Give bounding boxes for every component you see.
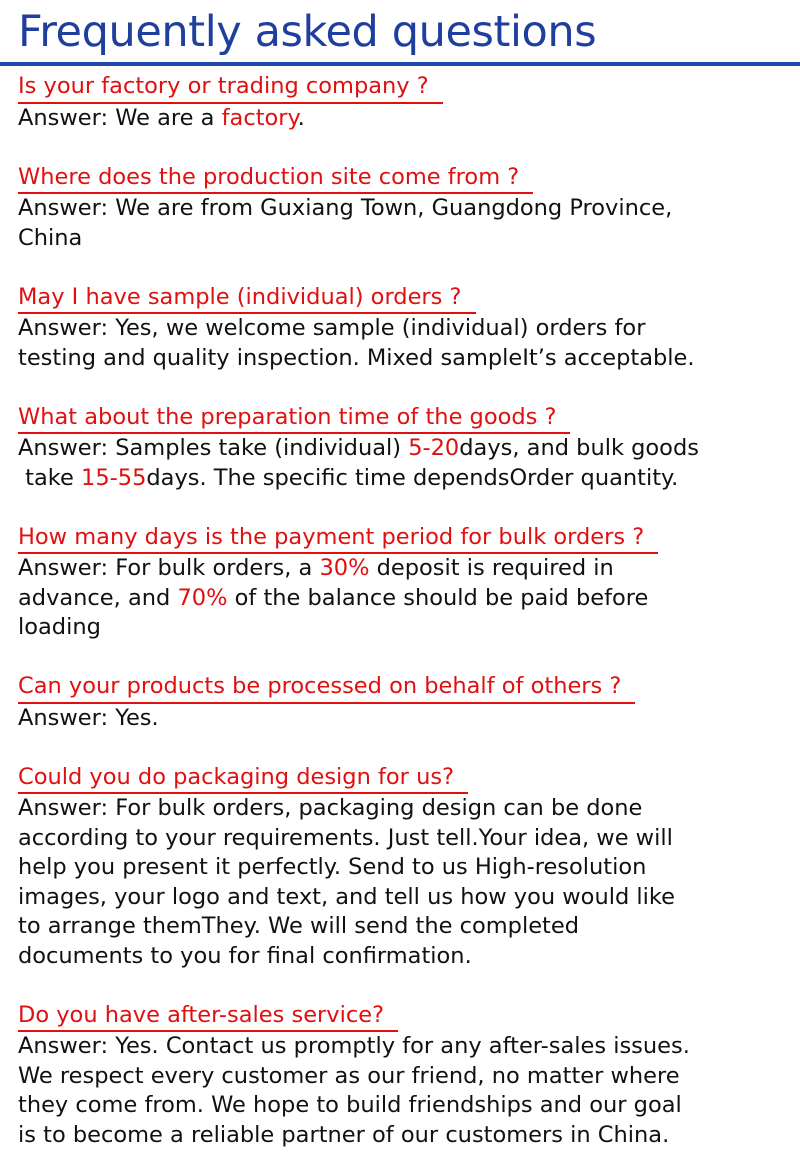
answer-highlight: 15-55 xyxy=(81,464,147,491)
faq-answer xyxy=(18,1032,793,1150)
faq-question: Is your factory or trading company ? xyxy=(18,72,443,104)
answer-text: of the balance should be paid before loading xyxy=(18,584,649,640)
answer-text: Answer: For bulk orders, a xyxy=(18,555,320,581)
answer-text: Answer: Yes. xyxy=(18,704,159,731)
answer-text: Answer: For bulk orders, packaging design can be done according to your requirements. Just tell.Your idea, we will help you present it perfectly. Send to us High-resolution images, your logo and text, and tell us how you would like to arrange themThey. We will send the completed documents to you for final confirmation. xyxy=(18,795,675,969)
answer-highlight: 70% xyxy=(177,584,228,611)
faq-item xyxy=(18,72,793,163)
answer-text: days, and bulk goods take xyxy=(25,435,699,491)
answer-text: Answer: Yes. Contact us promptly for any after-sales issues. We respect every customer as our friend, no matter where they come from. We hope to build friendships and our goal is to become a reliable partner of our customers in China. xyxy=(18,1033,690,1148)
faq-question: Do you have after-sales service? xyxy=(18,1001,398,1033)
faq-item xyxy=(18,1001,793,1151)
faq-list xyxy=(18,72,793,1150)
faq-question: How many days is the payment period for bulk orders ? xyxy=(18,523,658,555)
faq-question: Can your products be processed on behalf of others ? xyxy=(18,672,635,704)
faq-answer xyxy=(18,104,793,134)
answer-text: deposit is required in advance, and xyxy=(18,555,614,611)
item-spacer xyxy=(18,733,793,763)
faq-question: Where does the production site come from ? xyxy=(18,163,533,195)
answer-text: Answer: We are a xyxy=(18,104,222,131)
faq-answer xyxy=(18,554,793,643)
faq-answer xyxy=(18,194,793,253)
faq-question: What about the preparation time of the goods ? xyxy=(18,403,570,435)
faq-item xyxy=(18,672,793,763)
answer-highlight: 30% xyxy=(319,555,370,581)
item-spacer xyxy=(18,493,793,523)
faq-item xyxy=(18,763,793,1001)
faq-answer xyxy=(18,314,793,373)
page-header xyxy=(0,0,800,68)
faq-item xyxy=(18,163,793,283)
item-spacer xyxy=(18,253,793,283)
item-spacer xyxy=(18,643,793,673)
item-spacer xyxy=(18,133,793,163)
faq-answer xyxy=(18,434,793,493)
faq-item xyxy=(18,403,793,523)
answer-text: Answer: We are from Guxiang Town, Guangdong Province, China xyxy=(18,195,673,251)
page-title: Frequently asked questions xyxy=(18,7,597,57)
faq-question: May I have sample (individual) orders ? xyxy=(18,283,476,315)
answer-text: Answer: Samples take (individual) xyxy=(18,435,409,461)
item-spacer xyxy=(18,971,793,1001)
answer-highlight: 5-20 xyxy=(408,435,460,461)
item-spacer xyxy=(18,373,793,403)
answer-text: days. The specific time dependsOrder quantity. xyxy=(146,464,679,491)
faq-item xyxy=(18,283,793,403)
faq-answer xyxy=(18,704,793,734)
answer-highlight: factory xyxy=(221,104,298,131)
faq-answer xyxy=(18,794,793,971)
answer-text: Answer: Yes, we welcome sample (individual) orders for testing and quality inspection. Mixed sampleIt’s acceptable. xyxy=(18,315,695,371)
faq-question: Could you do packaging design for us? xyxy=(18,763,468,795)
title-divider xyxy=(0,62,800,66)
answer-text: . xyxy=(297,104,305,131)
faq-item xyxy=(18,523,793,673)
